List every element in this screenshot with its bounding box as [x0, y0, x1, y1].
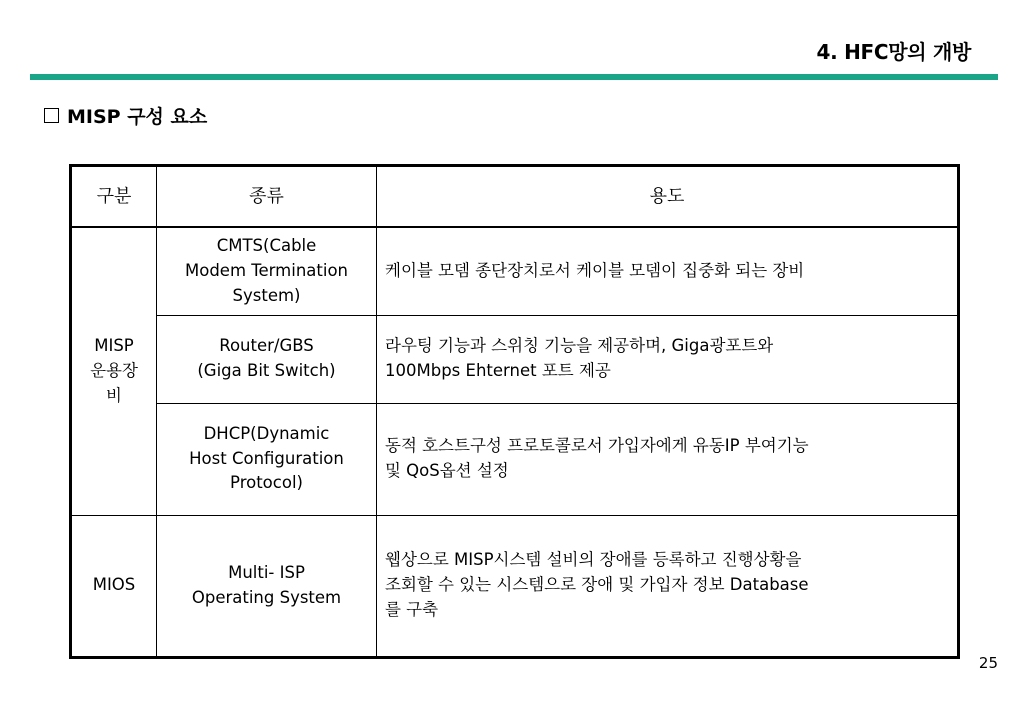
component-table: [69, 164, 960, 659]
column-header: 구분: [71, 166, 157, 228]
use-cell: 웹상으로 MISP시스템 설비의 장애를 등록하고 진행상황을 조회할 수 있는 시스템으로 장애 및 가입자 정보 Database 를 구축: [377, 515, 959, 657]
column-header: 종류: [157, 166, 377, 228]
table-header-row: [71, 166, 959, 228]
use-cell: 케이블 모뎀 종단장치로서 케이블 모뎀이 집중화 되는 장비: [377, 227, 959, 315]
page-number: 25: [978, 654, 998, 672]
table-row: [71, 515, 959, 657]
title-divider: [30, 74, 998, 80]
slide-title: 4. HFC망의 개방: [816, 40, 971, 64]
category-cell: MIOS: [71, 515, 157, 657]
type-cell: Router/GBS (Giga Bit Switch): [157, 315, 377, 403]
section-heading-text: MISP 구성 요소: [67, 106, 208, 128]
type-cell: DHCP(Dynamic Host Configuration Protocol): [157, 403, 377, 515]
column-header: 용도: [377, 166, 959, 228]
table-row: [71, 403, 959, 515]
type-cell: Multi- ISP Operating System: [157, 515, 377, 657]
square-bullet-icon: [44, 108, 59, 123]
category-cell: MISP 운용장 비: [71, 227, 157, 515]
table-row: [71, 315, 959, 403]
type-cell: CMTS(Cable Modem Termination System): [157, 227, 377, 315]
table-row: [71, 227, 959, 315]
use-cell: 동적 호스트구성 프로토콜로서 가입자에게 유동IP 부여기능 및 QoS옵션 설정: [377, 403, 959, 515]
section-heading: [44, 102, 207, 129]
use-cell: 라우팅 기능과 스위칭 기능을 제공하며, Giga광포트와 100Mbps Ehternet 포트 제공: [377, 315, 959, 403]
